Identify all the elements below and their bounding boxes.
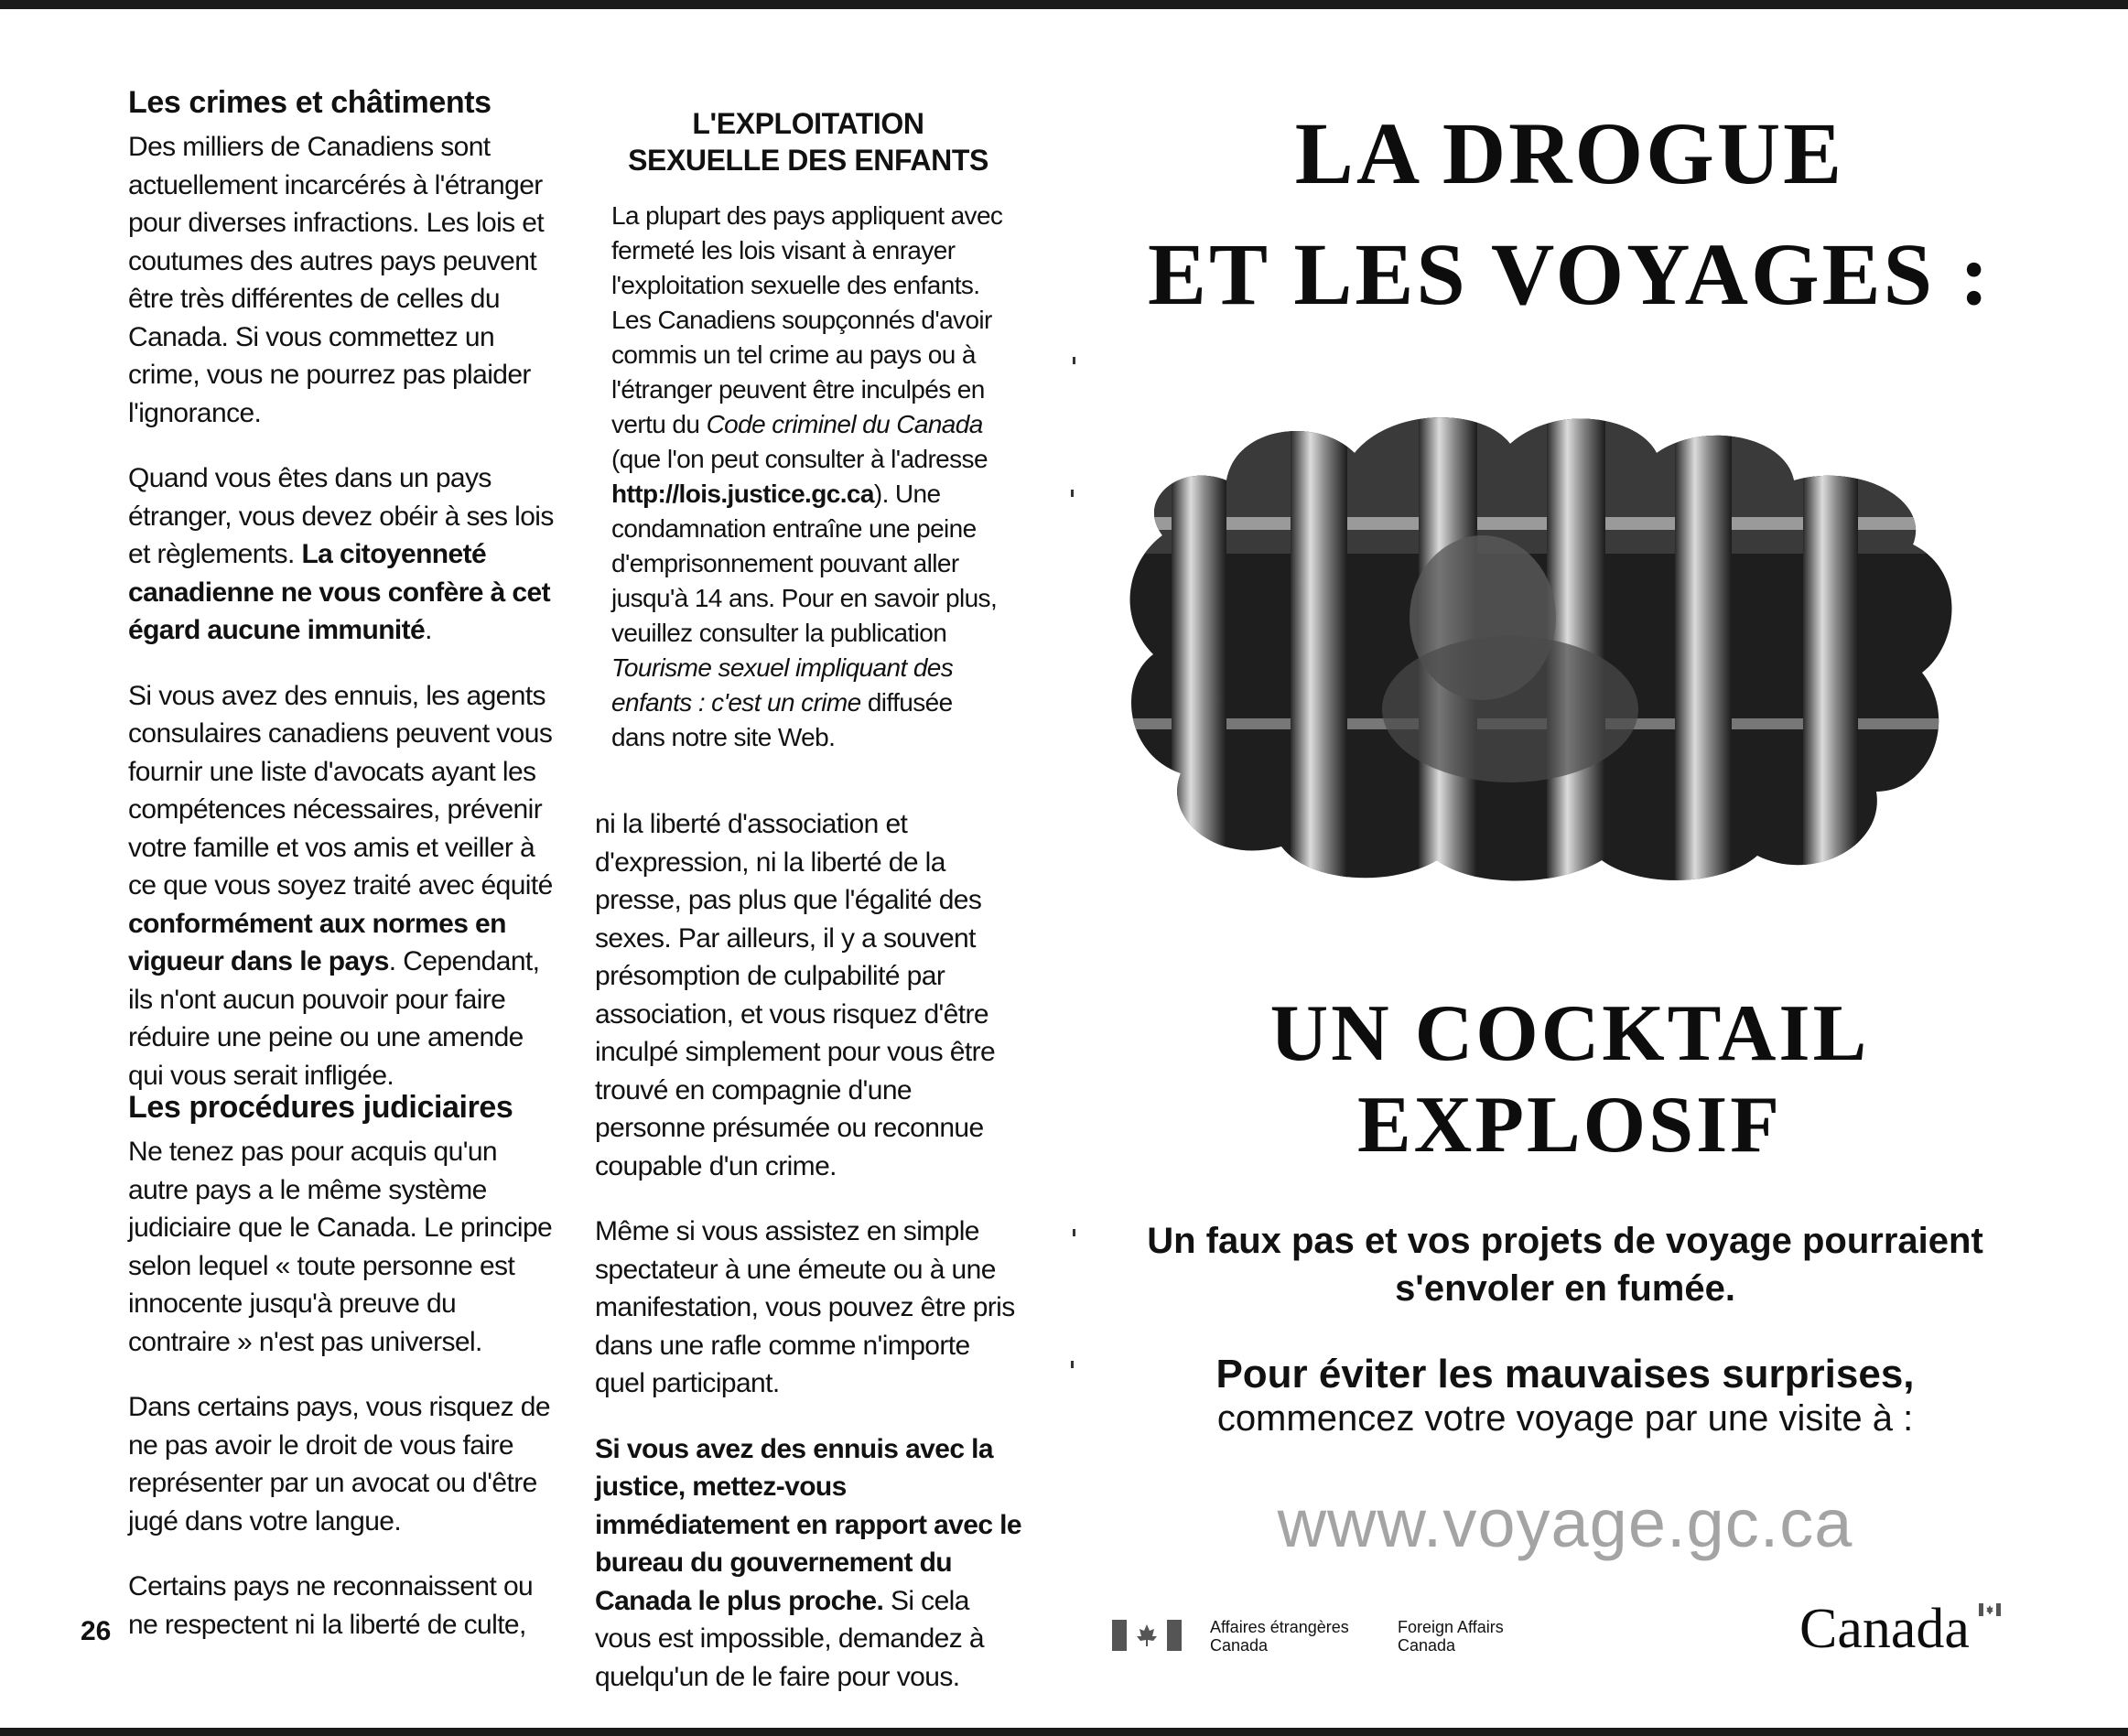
exploitation-text-a: La plupart des pays appliquent avec fermeté les lois visant à enrayer l'exploitation sexuelle des enfants. Les Canadiens soupçonnés d'avoir commis un tel crime au pays ou à l'étranger peuvent être inculpés en vertu du xyxy=(611,201,1003,438)
publication-title: Tourisme sexuel impliquant des enfants : c'est un crime xyxy=(611,653,954,717)
procedures-heading: Les procédures judiciaires xyxy=(128,1090,513,1125)
exploitation-text-b: (que l'on peut consulter à l'adresse xyxy=(611,445,988,473)
crimes-p2-emphasis: La citoyenneté canadienne ne vous confère à cet égard aucune immunité xyxy=(128,539,550,645)
canada-wordmark: Canada xyxy=(1799,1598,1970,1660)
department-name-english xyxy=(1398,1618,1504,1655)
dept-en-line-2: Canada xyxy=(1398,1636,1456,1655)
crimes-p3-emphasis: conformément aux normes en vigueur dans le pays xyxy=(128,908,506,976)
website-url[interactable]: www.voyage.gc.ca xyxy=(1277,1485,1853,1561)
rights-section xyxy=(595,805,1025,1723)
crimes-heading: Les crimes et châtiments xyxy=(128,85,491,120)
dept-en-line-1: Foreign Affairs xyxy=(1398,1618,1504,1636)
tagline-visit-text: commencez votre voyage par une visite à : xyxy=(1216,1398,1914,1439)
exploitation-heading-line-2: SEXUELLE DES ENFANTS xyxy=(628,144,988,177)
exploitation-text-c: ). Une condamnation entraîne une peine d'emprisonnement pouvant aller jusqu'à 14 ans. Pour en savoir plus, veuillez consulter la publication xyxy=(611,480,998,647)
subtitle-line-2: EXPLOSIF xyxy=(1356,1081,1783,1170)
margin-mark xyxy=(1073,1229,1075,1236)
subtitle-line-1: UN COCKTAIL xyxy=(1269,989,1870,1078)
exploitation-heading-line-1: L'EXPLOITATION xyxy=(692,107,924,140)
crimes-paragraph-1: Des milliers de Canadiens sont actuellement incarcérés à l'étranger pour diverses infractions. Les lois et coutumes des autres pays peuvent être très différentes de celles du Canada. Si vous commettez un crime, vous ne pourrez pas plaider l'ignorance. xyxy=(128,132,545,428)
crimes-paragraph-3 xyxy=(128,677,558,1095)
rights-p3-emphasis: Si vous avez des ennuis avec la justice, mettez-vous immédiatement en rapport avec le bureau du gouvernement du Canada le plus proche. xyxy=(595,1433,1021,1616)
crimes-p2-text: Quand vous êtes dans un pays étranger, vous devez obéir à ses lois et règlements. xyxy=(128,463,554,569)
procedures-section xyxy=(128,1087,558,1671)
prison-bars-photo xyxy=(1126,407,1968,883)
rights-paragraph-3 xyxy=(595,1430,1025,1697)
procedures-paragraph-3: Certains pays ne reconnaissent ou ne respectent ni la liberté de culte, xyxy=(128,1571,534,1640)
margin-mark xyxy=(1073,357,1075,364)
top-border xyxy=(0,0,2128,9)
exploitation-heading xyxy=(611,105,1005,178)
canada-flag-icon xyxy=(1112,1620,1182,1651)
procedures-paragraph-2: Dans certains pays, vous risquez de ne pas avoir le droit de vous faire représenter par un avocat ou d'être jugé dans votre langue. xyxy=(128,1392,550,1537)
crimes-paragraph-2 xyxy=(128,459,558,650)
exploitation-paragraph xyxy=(611,199,1005,755)
exploitation-text-d: diffusée dans notre site Web. xyxy=(611,688,953,751)
crimes-section xyxy=(128,82,558,1122)
rights-paragraph-1: ni la liberté d'association et d'expression, ni la liberté de la presse, pas plus que l'égalité des sexes. Par ailleurs, il y a souvent présomption de culpabilité par association, et vous risquez d'être inculpé simplement pour vous être trouvé en compagnie d'une personne présumée ou reconnue coupable d'un crime. xyxy=(595,809,996,1181)
page-number: 26 xyxy=(81,1616,112,1646)
margin-mark xyxy=(1071,1361,1074,1368)
margin-mark xyxy=(1071,490,1074,497)
criminal-code-title: Code criminel du Canada xyxy=(706,410,983,438)
dept-fr-line-2: Canada xyxy=(1210,1636,1269,1655)
crimes-p2-end: . xyxy=(425,615,432,645)
exploitation-box xyxy=(611,105,1005,782)
rights-paragraph-2: Même si vous assistez en simple spectateur à une émeute ou à une manifestation, vous pouvez être pris dans une rafle comme n'importe quel participant. xyxy=(595,1216,1015,1398)
department-name-french xyxy=(1210,1618,1349,1655)
wordmark-flag-icon xyxy=(1979,1603,2001,1616)
procedures-paragraph-1: Ne tenez pas pour acquis qu'un autre pays a le même système judiciaire que le Canada. Le principe selon lequel « toute personne est innocente jusqu'à preuve du contraire » n'est pas universel. xyxy=(128,1137,553,1357)
crimes-p3-text: Si vous avez des ennuis, les agents consulaires canadiens peuvent vous fournir une liste d'avocats ayant les compétences nécessaires, prévenir votre famille et vos amis et veiller à ce que vous soyez traité avec équité xyxy=(128,680,553,900)
bottom-border xyxy=(0,1728,2128,1736)
tagline-warning: Un faux pas et vos projets de voyage pourraient s'envoler en fumée. xyxy=(1147,1221,1983,1309)
tagline-visit xyxy=(1144,1353,1986,1440)
rights-p3-text: Si cela vous est impossible, demandez à quelqu'un de le faire pour vous. xyxy=(595,1585,984,1692)
justice-url: http://lois.justice.gc.ca xyxy=(611,480,874,508)
main-title-line-1: LA DROGUE xyxy=(1294,104,1845,202)
crimes-p3-end: . Cependant, ils n'ont aucun pouvoir pour faire réduire une peine ou une amende qui vous serait infligée. xyxy=(128,946,540,1091)
main-title-line-2: ET LES VOYAGES : xyxy=(1147,225,1993,323)
tagline-visit-emphasis: Pour éviter les mauvaises surprises, xyxy=(1215,1352,1915,1396)
dept-fr-line-1: Affaires étrangères xyxy=(1210,1618,1349,1636)
